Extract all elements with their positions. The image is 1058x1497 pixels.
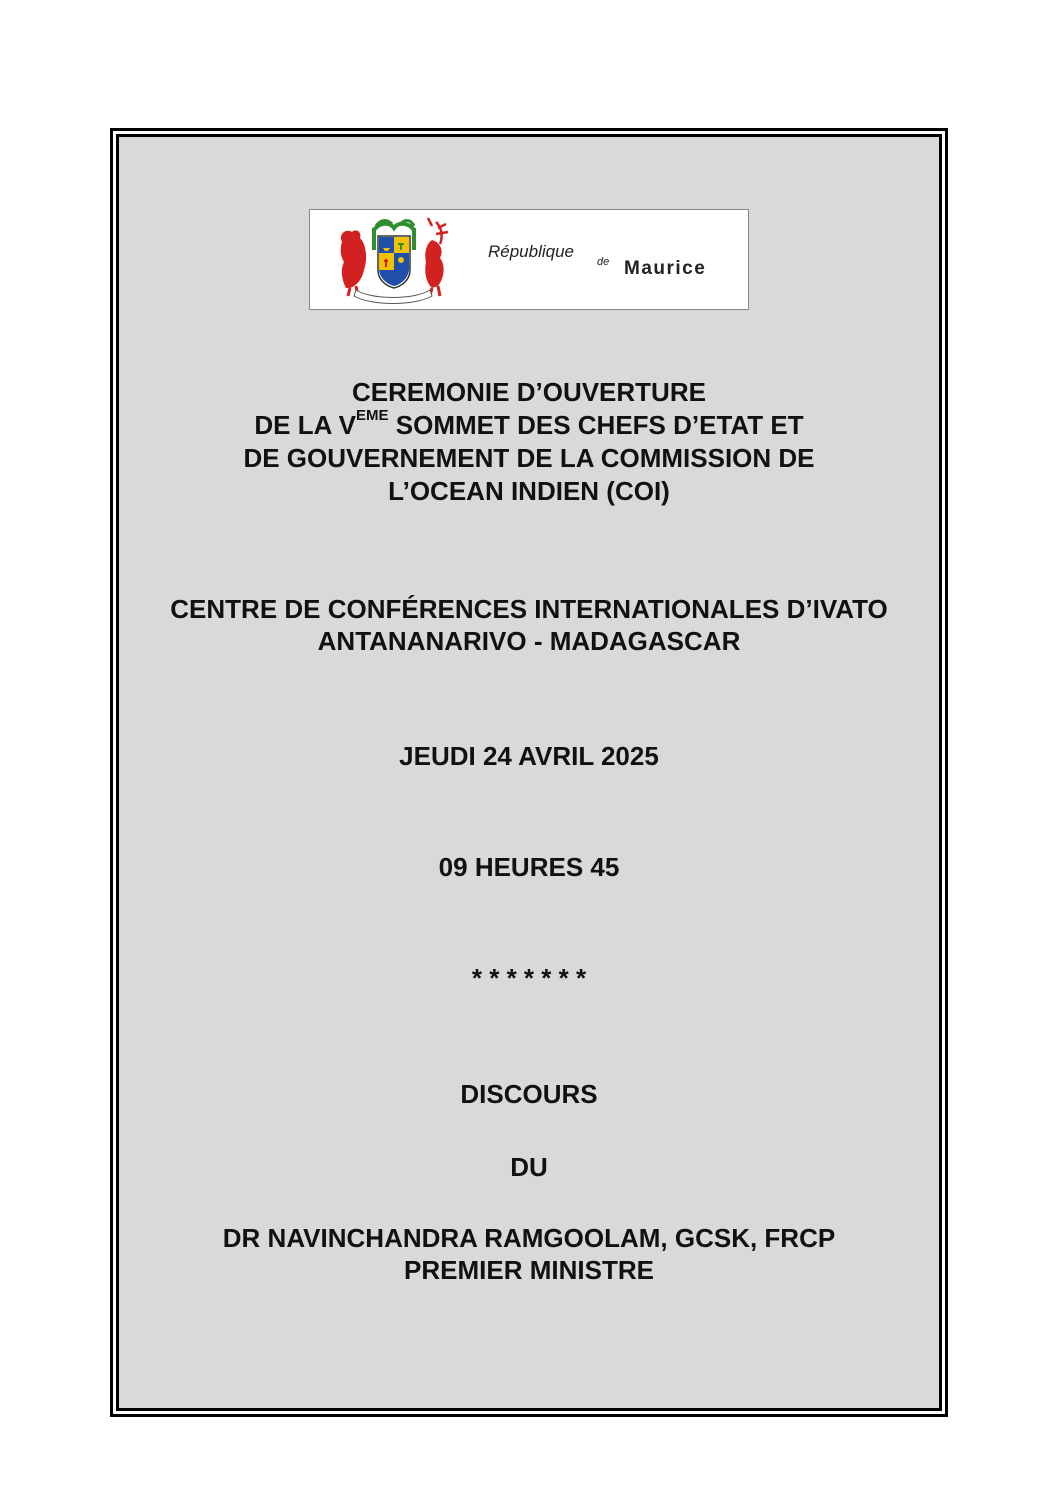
title-line-2-post: SOMMET DES CHEFS D’ETAT ET [388,410,804,440]
title-line-4: L’OCEAN INDIEN (COI) [388,476,670,506]
title-line-2-superscript: EME [356,407,389,425]
event-date: JEUDI 24 AVRIL 2025 [399,741,659,771]
page-border-inner [116,134,942,1411]
coat-of-arms-icon [328,214,458,306]
venue-line-1: CENTRE DE CONFÉRENCES INTERNATIONALES D’IVATO [170,594,888,624]
title-line-2-pre: DE LA V [254,410,357,440]
event-time: 09 HEURES 45 [438,852,620,882]
speech-du: DU [510,1152,548,1182]
speech-discours: DISCOURS [460,1079,598,1109]
logo-de-text: de [597,256,610,268]
logo-republique-text: République [488,242,575,261]
speaker-name: DR NAVINCHANDRA RAMGOOLAM, GCSK, FRCP [222,1223,836,1253]
speaker-role: PREMIER MINISTRE [404,1255,654,1285]
logo-maurice-text: Maurice [624,258,707,279]
title-line-3: DE GOUVERNEMENT DE LA COMMISSION DE [243,443,815,473]
venue-line-2: ANTANANARIVO - MADAGASCAR [317,626,741,656]
title-line-1: CEREMONIE D’OUVERTURE [352,377,706,407]
asterisk-separator: * * * * * * * [471,963,587,993]
title-line-2 [116,409,942,441]
republic-logo-banner [309,209,749,310]
